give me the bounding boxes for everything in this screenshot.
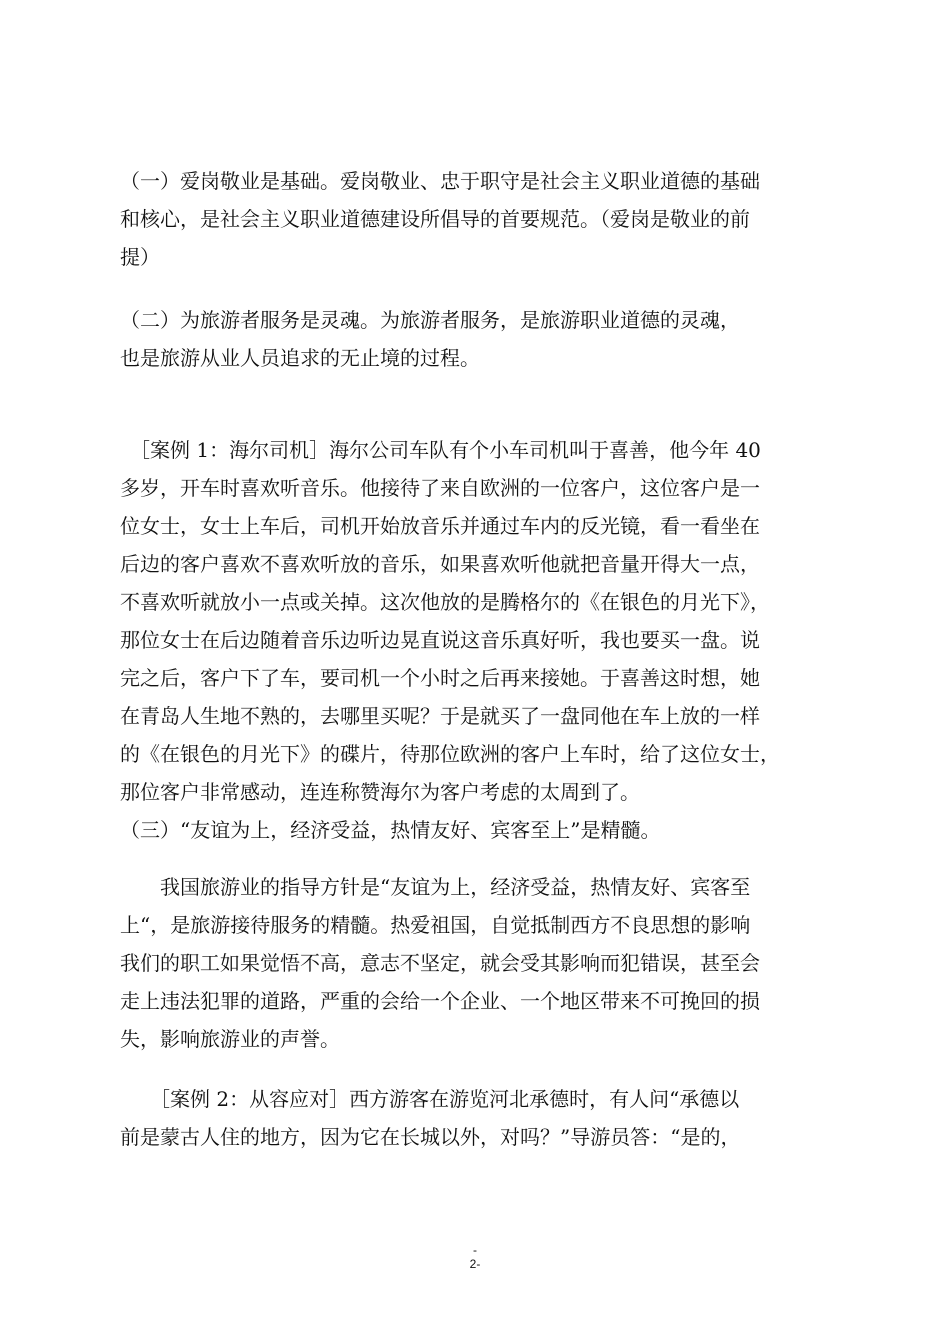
text-line: 前是蒙古人住的地方，因为它在长城以外，对吗？”导游员答：“是的，: [120, 1125, 741, 1149]
text-line: 我们的职工如果觉悟不高，意志不坚定，就会受其影响而犯错误，甚至会: [120, 951, 760, 975]
text-line: （二）为旅游者服务是灵魂。为旅游者服务，是旅游职业道德的灵魂，: [120, 308, 740, 332]
paragraph-case-one: [120, 431, 836, 811]
text-line: 那位客户非常感动，连连称赞海尔为客户考虑的太周到了。: [120, 780, 640, 804]
text-line: 的《在银色的月光下》的碟片，待那位欧洲的客户上车时，给了这位女士，: [120, 742, 780, 766]
text-line: 位女士，女士上车后，司机开始放音乐并通过车内的反光镜，看一看坐在: [120, 514, 760, 538]
text-line: ［案例 2：从容应对］西方游客在游览河北承德时，有人问“承德以: [120, 1087, 740, 1111]
footer-dash: -: [473, 1243, 477, 1257]
text-line: 多岁，开车时喜欢听音乐。他接待了来自欧洲的一位客户，这位客户是一: [120, 476, 760, 500]
text-line: 和核心，是社会主义职业道德建设所倡导的首要规范。（爱岗是敬业的前: [120, 207, 750, 231]
page-number: 2-: [469, 1257, 481, 1271]
text-line: 后边的客户喜欢不喜欢听放的音乐，如果喜欢听他就把音量开得大一点，: [120, 552, 760, 576]
text-line: ［案例 1：海尔司机］海尔公司车队有个小车司机叫于喜善，他今年 40: [120, 438, 761, 462]
text-line: 不喜欢听就放小一点或关掉。这次他放的是腾格尔的《在银色的月光下》，: [120, 590, 770, 614]
text-line: 那位女士在后边随着音乐边听边晃直说这音乐真好听，我也要买一盘。说: [120, 628, 760, 652]
paragraph-section-three: [120, 811, 836, 849]
text-line: （三）“友谊为上，经济受益，热情友好、宾客至上”是精髓。: [120, 818, 661, 842]
paragraph-guiding-principle: [120, 868, 836, 1058]
paragraph-case-two: [120, 1080, 836, 1156]
text-line: 失，影响旅游业的声誉。: [120, 1027, 340, 1051]
paragraph-section-one: [120, 162, 836, 276]
text-line: 我国旅游业的指导方针是“友谊为上，经济受益，热情友好、宾客至: [120, 875, 751, 899]
text-line: 也是旅游从业人员追求的无止境的过程。: [120, 346, 480, 370]
text-line: 在青岛人生地不熟的，去哪里买呢？于是就买了一盘同他在车上放的一样: [120, 704, 760, 728]
text-line: 提）: [120, 245, 160, 269]
text-line: 走上违法犯罪的道路，严重的会给一个企业、一个地区带来不可挽回的损: [120, 989, 760, 1013]
text-line: 完之后，客户下了车，要司机一个小时之后再来接她。于喜善这时想，她: [120, 666, 760, 690]
text-line: （一）爱岗敬业是基础。爱岗敬业、忠于职守是社会主义职业道德的基础: [120, 169, 760, 193]
text-line: 上“，是旅游接待服务的精髓。热爱祖国，自觉抵制西方不良思想的影响: [120, 913, 751, 937]
paragraph-section-two: [120, 301, 836, 377]
